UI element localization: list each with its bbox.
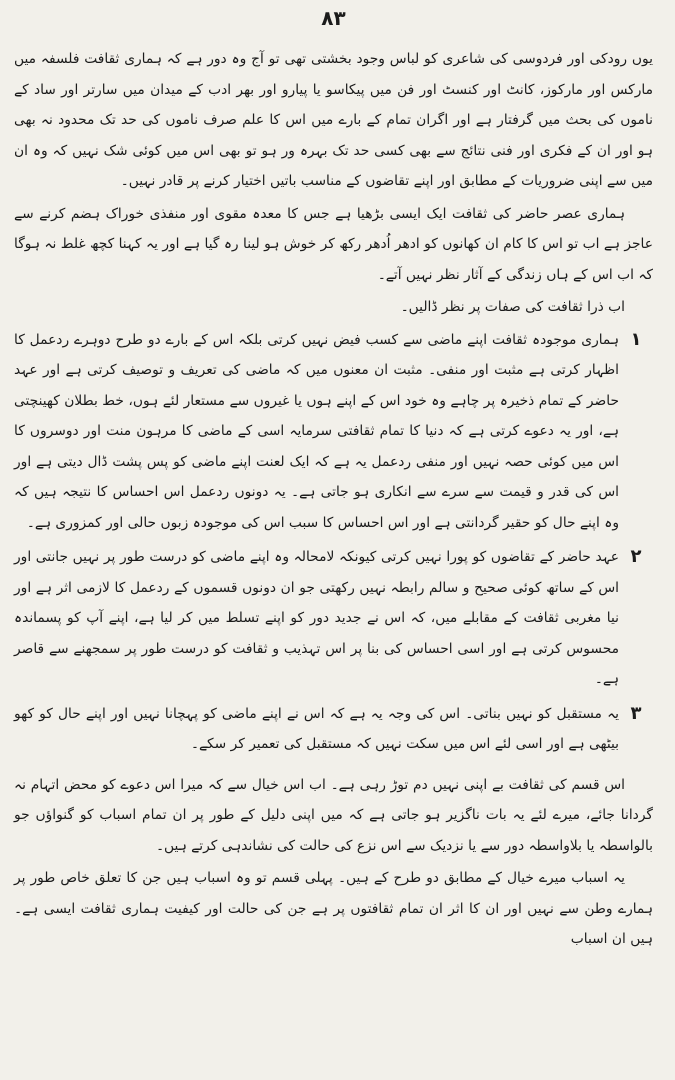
paragraph: اب ذرا ثقافت کی صفات پر نظر ڈالیں۔	[400, 299, 625, 315]
item-number: ۲	[630, 546, 642, 567]
numbered-item	[14, 542, 653, 695]
numbered-item	[14, 325, 653, 539]
paragraph: ہماری عصر حاضر کی ثقافت ایک ایسی بڑھیا ہے جس کا معدہ مقوی اور منفذی خوراک ہضم کرنے سے عاجز ہے اب تو اس کا کام ان کھانوں کو ادھر اُدھر رکھ کر خوش ہو لینا رہ گیا ہے اور یہ کہنا کچھ غلط نہ ہوگا کہ اب اس کے ہاں زندگی کے آثار نظر نہیں آتے۔	[14, 205, 653, 283]
item-text: عہد حاضر کے تقاضوں کو پورا نہیں کرتی کیونکہ لامحالہ وہ اپنے ماضی کو درست طور پر نہیں جانتی اور اس کے ساتھ کوئی صحیح و سالم رابطہ نہیں رکھتی جو ان دونوں قسموں کے ردعمل کا لازمی اثر ہے اور نیا مغربی ثقافت کے مقابلے میں، کہ اس نے جدید دور کو اپنے تسلط میں کر لیا ہے، اپنے آپ کو پسماندہ محسوس کرتی ہے اور اسی احساس کی بنا پر اس تہذیب و ثقافت کو درست طور پر سمجھنے سے قاصر ہے۔	[14, 549, 619, 687]
item-number: ۳	[630, 702, 642, 724]
numbered-item	[14, 699, 653, 760]
item-number: ۱	[630, 328, 642, 350]
paragraph: یوں رودکی اور فردوسی کی شاعری کو لباس وجود بخشتی تھی تو آج وہ دور ہے کہ ہماری ثقافت فلسفہ میں مارکس اور مارکوز، کانٹ اور کنسٹ اور فن میں پیکاسو یا پیارو اور بھر ادب کے میدان میں سارتر اور ساد کے ناموں کی بحث میں گرفتار ہے اور اگران تمام کے بارے میں اس کا علم صرف ناموں کی حد تک محدود نہ بھی ہو اور ان کے فکری اور فنی نتائج سے بھی کسی حد تک بہرہ ور ہو تو بھی اس میں کوئی شک نہیں کہ وہ ان میں سے اپنی ضروریات کے مطابق اور اپنے تقاضوں کے مناسب باتیں اختیار کرنے پر قادر نہیں۔	[14, 51, 653, 189]
item-text: یہ مستقبل کو نہیں بناتی۔ اس کی وجہ یہ ہے کہ اس نے اپنے ماضی کو پہچانا نہیں اور اپنے حال کو کھو بیٹھی ہے اور اسی لئے اس میں سکت نہیں کہ مستقبل کی تعمیر کر سکے۔	[14, 705, 619, 752]
item-text: ہماری موجودہ ثقافت اپنے ماضی سے کسب فیض نہیں کرتی بلکہ اس کے بارے دو طرح دوہرے ردعمل کا اظہار کرتی ہے مثبت اور منفی۔ مثبت ان معنوں میں کہ ماضی کی تعریف و توصیف کرتی ہے اور عہد حاضر کے تمام ذخیرہ پر چاہے وہ خود اس کے اپنے ہوں یا غیروں سے مستعار لئے ہوں، خط بطلان کھینچتی ہے، اور یہ دعوے کرتی ہے کہ دنیا کا تمام ثقافتی سرمایہ اسی کے ماضی کا مرہون منت اور دوسروں کا اس میں کوئی حصہ نہیں اور منفی ردعمل یہ ہے کہ ایک لعنت اپنے ماضی کو پس پشت ڈال دیتی ہے اور اس کی قدر و قیمت سے سرے سے انکاری ہو جاتی ہے۔ یہ دونوں ردعمل اس احساس کا نتیجہ ہیں کہ وہ اپنے حال کو حقیر گردانتی ہے اور اس احساس کا سبب اس کی موجودہ زبوں حالی اور کمزوری ہے۔	[14, 331, 619, 531]
page-number: ۸۳	[321, 6, 346, 30]
paragraph: اس قسم کی ثقافت بے اپنی نہیں دم توڑ رہی ہے۔ اب اس خیال سے کہ میرا اس دعوے کو محض اتہام نہ گردانا جائے، میرے لئے یہ بات ناگزیر ہو جاتی ہے کہ میں اپنی دلیل کے طور پر ان تمام اسباب کو گنواؤں جو بالواسطہ یا بلاواسطہ دور سے یا نزدیک سے اس نزع کی حالت کی نشاندہی کرتے ہیں۔	[14, 776, 653, 854]
paragraph: یہ اسباب میرے خیال کے مطابق دو طرح کے ہیں۔ پہلی قسم تو وہ اسباب ہیں جن کا تعلق خاص طور پر ہمارے وطن سے نہیں اور ان کا اثر ان تمام ثقافتوں پر ہے جن کی حالت اور کیفیت ہماری ثقافت ایسی ہے۔ ہیں ان اسباب	[14, 870, 653, 947]
